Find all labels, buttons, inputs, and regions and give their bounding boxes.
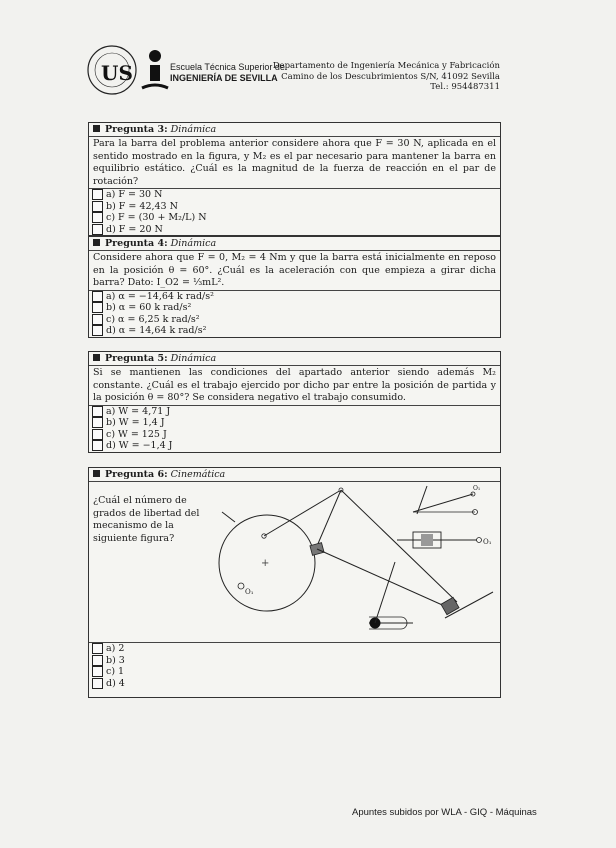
school-name bbox=[170, 62, 285, 84]
question-6-title: Pregunta 6: bbox=[105, 469, 168, 480]
option-label: b) W = 1,4 J bbox=[106, 417, 165, 428]
question-3-options bbox=[89, 188, 500, 235]
checkbox[interactable] bbox=[92, 417, 103, 428]
svg-text:US: US bbox=[101, 61, 133, 85]
checkbox[interactable] bbox=[92, 224, 103, 235]
school-name-line2: INGENIERÍA DE SEVILLA bbox=[170, 73, 278, 83]
school-name-line1: Escuela Técnica Superior de bbox=[170, 62, 285, 72]
question-6-options bbox=[89, 642, 500, 689]
department-name: Departamento de Ingeniería Mecánica y Fabricación bbox=[272, 61, 500, 71]
question-4-title: Pregunta 4: bbox=[105, 238, 168, 249]
question-3-header bbox=[89, 123, 500, 137]
option-label: c) α = 6,25 k rad/s² bbox=[106, 313, 200, 325]
disk-center-plus: + bbox=[261, 558, 270, 569]
checkbox[interactable] bbox=[92, 440, 103, 451]
question-3-text: Para la barra del problema anterior considere ahora que F = 30 N, aplicada en el sentido mostrado en la figura, y M₂ es el par necesario para mantener la barra en equilibrio estático. ¿Cuál es la magnitud de la fuerza de reacción en el par de rotación? bbox=[93, 138, 496, 187]
option-label: d) 4 bbox=[106, 677, 125, 689]
question-6-header bbox=[89, 468, 500, 482]
checkbox[interactable] bbox=[92, 302, 103, 313]
question-6-topic: Cinemática bbox=[170, 469, 226, 480]
checkbox[interactable] bbox=[92, 678, 103, 689]
checkbox[interactable] bbox=[92, 666, 103, 677]
question-6-option-b[interactable] bbox=[89, 655, 500, 667]
link-bar bbox=[375, 562, 395, 623]
link-bar bbox=[413, 494, 473, 512]
option-label: b) F = 42,43 N bbox=[106, 200, 178, 212]
question-6-option-d[interactable] bbox=[89, 678, 500, 690]
question-5-header bbox=[89, 352, 500, 366]
question-6-option-a[interactable] bbox=[89, 643, 500, 655]
checkbox[interactable] bbox=[92, 314, 103, 325]
option-label: d) W = −1,4 J bbox=[106, 440, 173, 451]
damper-piston bbox=[421, 534, 433, 546]
question-4-text: Considere ahora que F = 0, M₂ = 4 Nm y que la barra está inicialmente en reposo en la posición θ = 60°. ¿Cuál es la aceleración con que empieza a girar dicha barra? Dato: I_O2 = ⅓mL². bbox=[93, 252, 496, 288]
question-5-option-a[interactable] bbox=[89, 406, 500, 418]
question-5-option-b[interactable] bbox=[89, 417, 500, 429]
pivot-o1c-icon bbox=[477, 538, 482, 543]
question-5-option-d[interactable] bbox=[89, 440, 500, 452]
question-4 bbox=[88, 236, 501, 338]
question-5-text: Si se mantienen las condiciones del apartado anterior siendo además M₂ constante. ¿Cuál es el trabajo ejercido por dicho par entre la posición de partida y la posición θ = 80°? Se considera negativo el trabajo consumido. bbox=[93, 367, 496, 403]
question-3 bbox=[88, 122, 501, 236]
checkbox[interactable] bbox=[92, 212, 103, 223]
label-o1: O₁ bbox=[245, 588, 254, 596]
question-4-option-d[interactable] bbox=[89, 325, 500, 337]
link-bar bbox=[264, 490, 341, 536]
pivot-o1-icon bbox=[238, 583, 244, 589]
option-label: a) 2 bbox=[106, 643, 125, 654]
question-4-option-a[interactable] bbox=[89, 291, 500, 303]
bullet-square-icon bbox=[93, 354, 100, 361]
question-3-option-c[interactable] bbox=[89, 212, 500, 224]
question-3-option-b[interactable] bbox=[89, 201, 500, 213]
checkbox[interactable] bbox=[92, 189, 103, 200]
engineering-school-logo bbox=[140, 48, 170, 92]
question-3-topic: Dinámica bbox=[170, 124, 217, 135]
question-3-option-d[interactable] bbox=[89, 224, 500, 236]
link-bar bbox=[317, 490, 341, 546]
option-label: a) W = 4,71 J bbox=[106, 405, 171, 417]
checkbox[interactable] bbox=[92, 325, 103, 336]
checkbox[interactable] bbox=[92, 429, 103, 440]
question-5-options bbox=[89, 405, 500, 452]
question-3-option-a[interactable] bbox=[89, 189, 500, 201]
question-5-option-c[interactable] bbox=[89, 429, 500, 441]
option-label: c) F = (30 + M₂/L) N bbox=[106, 212, 207, 223]
question-4-option-b[interactable] bbox=[89, 302, 500, 314]
question-5 bbox=[88, 351, 501, 453]
option-label: d) F = 20 N bbox=[106, 223, 163, 235]
checkbox[interactable] bbox=[92, 655, 103, 666]
footer-credit: Apuntes subidos por WLA - GIQ - Máquinas bbox=[352, 807, 537, 818]
bullet-square-icon bbox=[93, 470, 100, 477]
department-street: Camino de los Descubrimientos S/N, 41092 Sevilla bbox=[281, 71, 500, 82]
disk-tick bbox=[222, 512, 235, 522]
option-label: c) 1 bbox=[106, 666, 125, 677]
university-seal-logo bbox=[86, 44, 138, 96]
label-o1c: O₁ bbox=[483, 538, 492, 546]
bullet-square-icon bbox=[93, 239, 100, 246]
checkbox[interactable] bbox=[92, 201, 103, 212]
option-label: b) 3 bbox=[106, 654, 125, 666]
question-4-option-c[interactable] bbox=[89, 314, 500, 326]
question-6-option-c[interactable] bbox=[89, 666, 500, 678]
department-address bbox=[273, 61, 500, 93]
checkbox[interactable] bbox=[92, 406, 103, 417]
option-label: c) W = 125 J bbox=[106, 428, 167, 440]
question-4-header bbox=[89, 237, 500, 251]
question-4-options bbox=[89, 290, 500, 337]
label-o1b: O₁ bbox=[473, 485, 481, 492]
department-phone: Tel.: 954487311 bbox=[430, 82, 500, 92]
question-6 bbox=[88, 467, 501, 698]
mechanism-figure bbox=[217, 482, 497, 644]
question-4-topic: Dinámica bbox=[170, 238, 217, 249]
checkbox[interactable] bbox=[92, 643, 103, 654]
bullet-square-icon bbox=[93, 125, 100, 132]
question-3-title: Pregunta 3: bbox=[105, 124, 168, 135]
checkbox[interactable] bbox=[92, 291, 103, 302]
option-label: a) F = 30 N bbox=[106, 189, 163, 200]
option-label: b) α = 60 k rad/s² bbox=[106, 302, 192, 313]
question-5-title: Pregunta 5: bbox=[105, 353, 168, 364]
question-6-text: ¿Cuál el número de grados de libertad del mecanismo de la siguiente figura? bbox=[93, 495, 200, 544]
option-label: d) α = 14,64 k rad/s² bbox=[106, 325, 207, 336]
question-5-topic: Dinámica bbox=[170, 353, 217, 364]
option-label: a) α = −14,64 k rad/s² bbox=[106, 290, 214, 302]
